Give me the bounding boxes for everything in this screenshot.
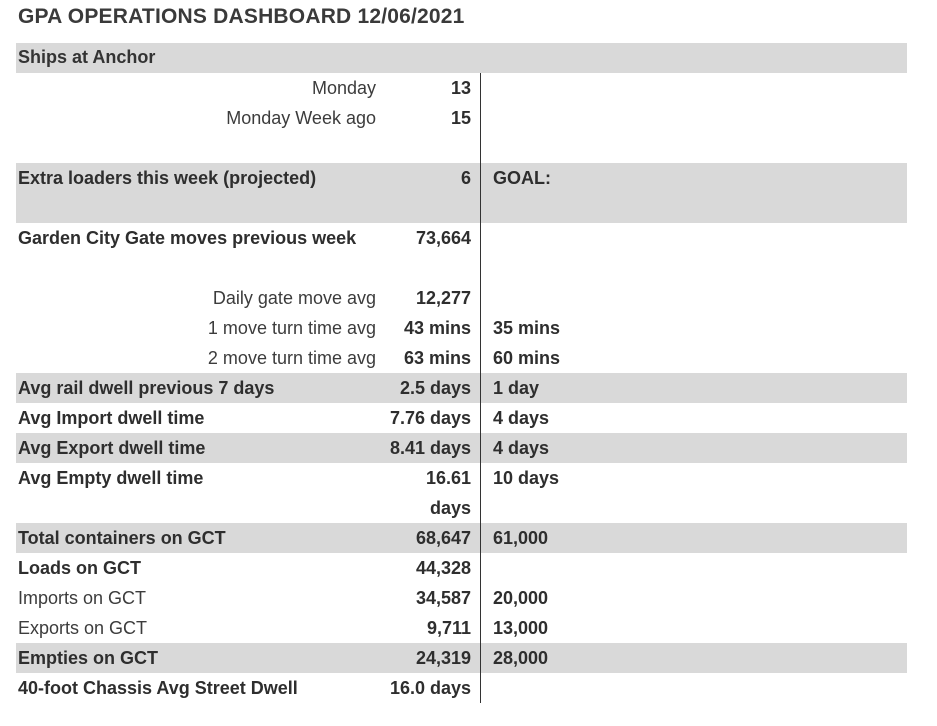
row-label: Exports on GCT (18, 618, 148, 638)
row-value: 16.0 days (389, 678, 471, 698)
table-row-loads (16, 553, 907, 583)
table-row-empties (16, 643, 907, 673)
row-label: Monday (311, 78, 376, 98)
table-row-rail-dwell (16, 373, 907, 403)
table-row-1-move-turn (16, 313, 907, 343)
row-label: Garden City Gate moves previous week (18, 228, 357, 248)
row-value: 15 (450, 108, 471, 128)
table-row-import-dwell (16, 403, 907, 433)
row-goal: 20,000 (493, 588, 549, 608)
row-value: 7.76 days (389, 408, 471, 428)
row-label: Loads on GCT (18, 558, 141, 578)
row-value: 9,711 (426, 618, 471, 638)
row-value: 13 (450, 78, 471, 98)
row-value: 44,328 (415, 558, 471, 578)
row-value: 34,587 (415, 588, 471, 608)
row-goal: 1 day (493, 378, 540, 398)
row-label: Daily gate move avg (212, 288, 376, 308)
table-row-imports (16, 583, 907, 613)
row-value: 12,277 (415, 288, 471, 308)
row-label: Avg rail dwell previous 7 days (18, 378, 275, 398)
row-goal: 60 mins (493, 348, 561, 368)
row-value: 63 mins (403, 348, 471, 368)
row-goal: GOAL: (493, 168, 551, 188)
row-label: 40-foot Chassis Avg Street Dwell (18, 678, 298, 698)
row-goal: 10 days (493, 468, 560, 488)
row-label: 2 move turn time avg (207, 348, 376, 368)
table-row-extra-loaders (16, 163, 907, 223)
row-value: 2.5 days (399, 378, 471, 398)
table-row-2-move-turn (16, 343, 907, 373)
table-row-export-dwell (16, 433, 907, 463)
row-goal: 35 mins (493, 318, 561, 338)
row-label: Avg Empty dwell time (18, 468, 204, 488)
row-label: Empties on GCT (18, 648, 159, 668)
table-row-chassis-dwell (16, 673, 907, 703)
row-value: 24,319 (415, 648, 471, 668)
section-header-label: Ships at Anchor (18, 47, 156, 67)
table-row-monday-week-ago (16, 103, 907, 133)
row-goal: 13,000 (493, 618, 549, 638)
table-row-daily-gate-avg (16, 283, 907, 313)
row-value: 43 mins (403, 318, 471, 338)
table-row-total-containers (16, 523, 907, 553)
row-goal: 4 days (493, 408, 550, 428)
row-goal: 4 days (493, 438, 550, 458)
table-row-exports (16, 613, 907, 643)
row-label: Imports on GCT (18, 588, 147, 608)
row-label: Extra loaders this week (projected) (18, 168, 317, 188)
table-row-gate-moves (16, 223, 907, 283)
column-divider (480, 73, 481, 703)
row-label: Total containers on GCT (18, 528, 226, 548)
row-value: 68,647 (415, 528, 471, 548)
row-value: 16.61 days (425, 468, 471, 518)
section-header-ships-at-anchor (16, 43, 907, 73)
row-goal: 28,000 (493, 648, 549, 668)
row-label: Monday Week ago (226, 108, 376, 128)
dashboard-title: GPA OPERATIONS DASHBOARD 12/06/2021 (18, 5, 465, 28)
row-value: 6 (460, 168, 471, 188)
row-label: Avg Export dwell time (18, 438, 206, 458)
table-row-empty-dwell (16, 463, 907, 523)
row-value: 8.41 days (389, 438, 471, 458)
row-label: Avg Import dwell time (18, 408, 205, 428)
row-label: 1 move turn time avg (207, 318, 376, 338)
row-goal: 61,000 (493, 528, 549, 548)
row-value: 73,664 (415, 228, 471, 248)
table-row-monday (16, 73, 907, 103)
